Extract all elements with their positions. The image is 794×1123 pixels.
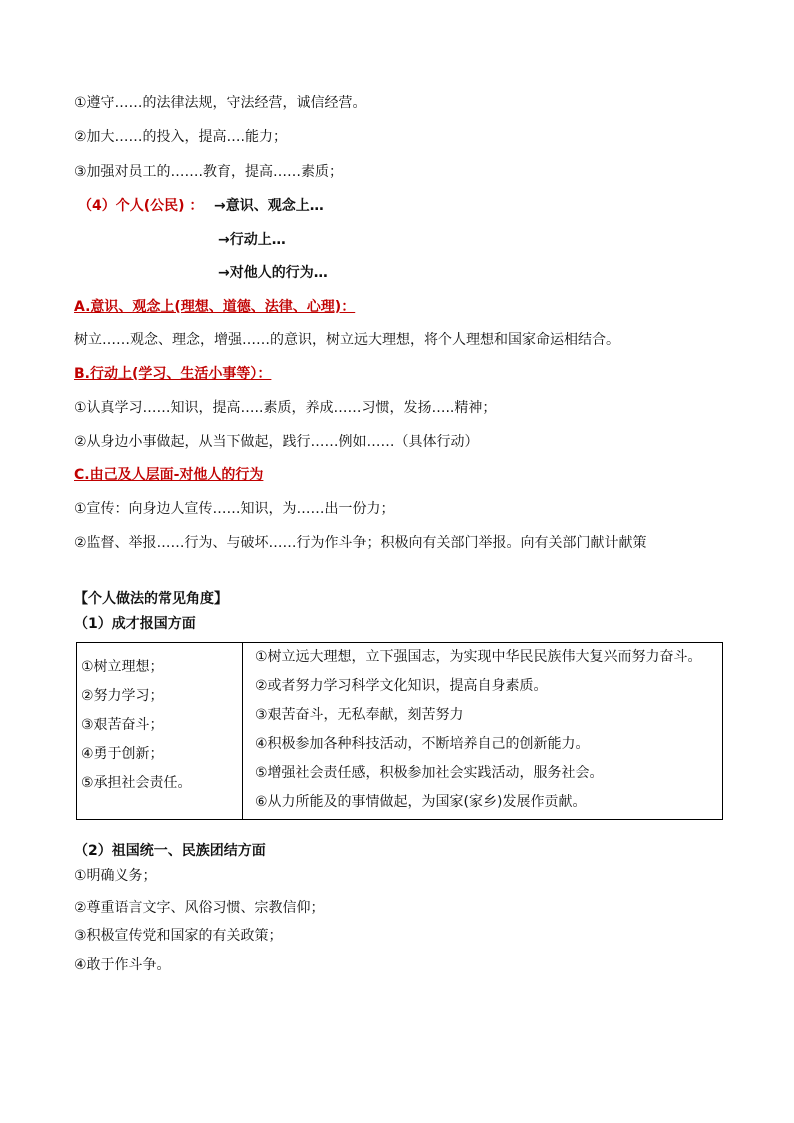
partA-heading: A.意识、观念上(理想、道德、法律、心理)： [74, 299, 356, 315]
left-item-1: ①树立理想； [81, 659, 164, 675]
partA-text: 树立……观念、理念，增强……的意识，树立远大理想，将个人理想和国家命运相结合。 [74, 332, 620, 348]
subsection-1-title: （1）成才报国方面 [74, 616, 196, 632]
section4-heading: （4）个人(公民) ： [78, 198, 204, 214]
left-item-4: ④勇于创新； [81, 746, 164, 762]
section4-arrow-1: →意识、观念上… [214, 198, 324, 214]
talent-table [76, 642, 723, 820]
left-item-3: ③艰苦奋斗； [81, 717, 164, 733]
partC-item-2: ②监督、举报……行为、与破坏……行为作斗争；积极向有关部门举报。向有关部门献计献策 [74, 535, 647, 551]
section4-arrow-3: →对他人的行为… [218, 265, 328, 281]
sub2-item-2: ②尊重语言文字、风俗习惯、宗教信仰； [74, 900, 325, 916]
sub2-item-1: ①明确义务； [74, 868, 157, 884]
right-item-4: ④积极参加各种科技活动，不断培养自己的创新能力。 [255, 736, 590, 752]
partB-item-1: ①认真学习……知识，提高…..素质，养成……习惯，发扬…..精神； [74, 400, 497, 416]
right-item-6: ⑥从力所能及的事情做起，为国家(家乡)发展作贡献。 [255, 794, 587, 810]
talent-table-left-cell [77, 643, 243, 820]
partB-item-2: ②从身边小事做起，从当下做起，践行……例如……（具体行动） [74, 434, 479, 450]
section3-item-1: ①遵守……的法律法规，守法经营，诚信经营。 [74, 95, 367, 111]
right-item-3: ③艰苦奋斗，无私奉献，刻苦努力 [255, 707, 464, 723]
partC-heading: C.由己及人层面-对他人的行为 [74, 467, 264, 483]
right-item-2: ②或者努力学习科学文化知识，提高自身素质。 [255, 678, 548, 694]
subsection-2-title: （2）祖国统一、民族团结方面 [74, 843, 266, 859]
right-item-5: ⑤增强社会责任感，积极参加社会实践活动，服务社会。 [255, 765, 604, 781]
sub2-item-4: ④敢于作斗争。 [74, 957, 171, 973]
sub2-item-3: ③积极宣传党和国家的有关政策； [74, 928, 283, 944]
left-item-2: ②努力学习； [81, 688, 164, 704]
section3-item-2: ②加大……的投入，提高….能力； [74, 129, 288, 145]
common-angles-title: 【个人做法的常见角度】 [74, 591, 228, 607]
left-item-5: ⑤承担社会责任。 [81, 775, 192, 791]
partB-heading: B.行动上(学习、生活小事等）： [74, 366, 272, 382]
partC-item-1: ①宣传：向身边人宣传……知识，为……出一份力； [74, 501, 395, 517]
section3-item-3: ③加强对员工的…….教育，提高……素质； [74, 164, 344, 180]
talent-table-right-cell [243, 643, 723, 820]
right-item-1: ①树立远大理想，立下强国志，为实现中华民民族伟大复兴而努力奋斗。 [255, 649, 702, 665]
section4-arrow-2: →行动上… [218, 232, 286, 248]
